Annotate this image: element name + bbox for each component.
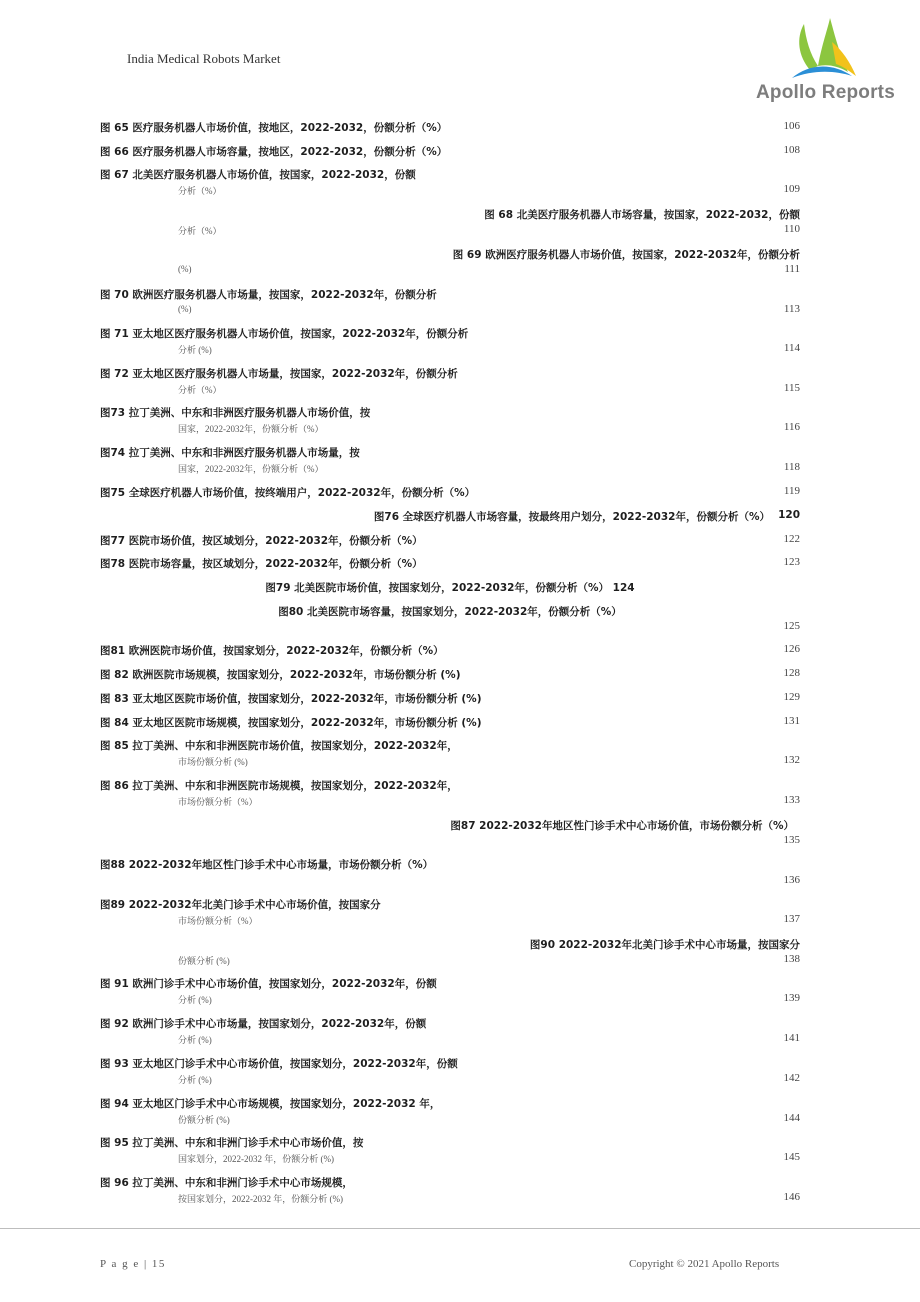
entry-page: 119 xyxy=(783,485,800,497)
entry-subtitle: 市场份额分析 (%) xyxy=(178,757,248,767)
entry-page: 133 xyxy=(783,794,800,806)
entry-page: 111 xyxy=(784,263,800,275)
entry-title: 图88 2022-2032年地区性门诊手术中心市场量，市场份额分析（%） xyxy=(100,859,434,871)
entry-title: 图75 全球医疗机器人市场价值，按终端用户，2022-2032年，份额分析（%） xyxy=(100,487,476,499)
entry-title: 图 92 欧洲门诊手术中心市场量，按国家划分，2022-2032年，份额 xyxy=(100,1018,427,1030)
entry-page: 139 xyxy=(783,992,800,1004)
entry-page: 106 xyxy=(783,120,800,132)
entry-title: 图 70 欧洲医疗服务机器人市场量，按国家，2022-2032年，份额分析 xyxy=(100,289,437,301)
entry-title: 图81 欧洲医院市场价值，按国家划分，2022-2032年，份额分析（%） xyxy=(100,645,444,657)
entry-title: 图76 全球医疗机器人市场容量，按最终用户划分，2022-2032年，份额分析（%） xyxy=(373,511,770,523)
entry-subtitle: 市场份额分析（%） xyxy=(178,916,258,926)
entry-subtitle: 国家，2022-2032年，份额分析（%） xyxy=(178,424,324,434)
entry-page: 113 xyxy=(783,303,800,315)
entry-page: 136 xyxy=(783,874,800,886)
entry-subtitle: 份额分析 (%) xyxy=(178,1115,230,1125)
entry-title: 图 67 北美医疗服务机器人市场价值，按国家，2022-2032，份额 xyxy=(100,169,416,181)
entry-page: 115 xyxy=(783,382,800,394)
entry-page: 110 xyxy=(783,223,800,235)
entry-title: 图 72 亚太地区医疗服务机器人市场量，按国家，2022-2032年，份额分析 xyxy=(100,368,458,380)
page-number: P a g e | 15 xyxy=(100,1258,166,1270)
entry-title: 图74 拉丁美洲、中东和非洲医疗服务机器人市场量，按 xyxy=(100,447,360,459)
entry-title: 图73 拉丁美洲、中东和非洲医疗服务机器人市场价值，按 xyxy=(100,407,371,419)
entry-subtitle: 国家划分，2022-2032 年，份额分析 (%) xyxy=(178,1154,334,1164)
entry-page: 146 xyxy=(783,1191,800,1203)
entry-page: 144 xyxy=(783,1112,800,1124)
entry-page: 137 xyxy=(783,913,800,925)
entry-page: 125 xyxy=(783,620,800,632)
entry-subtitle: 分析（%） xyxy=(178,226,222,236)
entry-page: 128 xyxy=(783,667,800,679)
entry-page: 114 xyxy=(783,342,800,354)
entry-subtitle: 分析 (%) xyxy=(178,345,212,355)
entry-page: 120 xyxy=(778,509,800,521)
entry-title: 图 66 医疗服务机器人市场容量，按地区，2022-2032，份额分析（%） xyxy=(100,146,448,158)
entry-page: 118 xyxy=(783,461,800,473)
entry-page: 138 xyxy=(783,953,800,965)
entry-page: 135 xyxy=(783,834,800,846)
entry-subtitle: (%) xyxy=(178,264,192,274)
entry-page: 109 xyxy=(783,183,800,195)
entry-title: 图 65 医疗服务机器人市场价值，按地区，2022-2032，份额分析（%） xyxy=(100,122,448,134)
entry-title: 图 96 拉丁美洲、中东和非洲门诊手术中心市场规模， xyxy=(100,1177,353,1189)
entry-subtitle: 分析（%） xyxy=(178,186,222,196)
copyright: Copyright © 2021 Apollo Reports xyxy=(629,1258,780,1270)
entry-subtitle: (%) xyxy=(178,304,192,314)
entry-title: 图 69 欧洲医疗服务机器人市场价值，按国家，2022-2032年，份额分析 xyxy=(452,249,800,261)
entry-subtitle: 分析 (%) xyxy=(178,1035,212,1045)
entry-page: 123 xyxy=(783,556,800,568)
document-header-title: India Medical Robots Market xyxy=(127,51,281,66)
entry-page: 129 xyxy=(783,691,800,703)
entry-title: 图 93 亚太地区门诊手术中心市场价值，按国家划分，2022-2032年，份额 xyxy=(100,1058,458,1070)
entry-page: 126 xyxy=(783,643,800,655)
entry-title: 图79 北美医院市场价值，按国家划分，2022-2032年，份额分析（%） 124 xyxy=(265,582,635,594)
entry-subtitle: 按国家划分，2022-2032 年，份额分析 (%) xyxy=(178,1194,343,1204)
entry-title: 图89 2022-2032年北美门诊手术中心市场价值，按国家分 xyxy=(100,899,381,911)
entry-title: 图 91 欧洲门诊手术中心市场价值，按国家划分，2022-2032年，份额 xyxy=(100,978,437,990)
entry-page: 131 xyxy=(783,715,800,727)
footer-divider xyxy=(0,1228,920,1229)
entry-subtitle: 国家，2022-2032年，份额分析（%） xyxy=(178,464,324,474)
entry-subtitle: 分析 (%) xyxy=(178,1075,212,1085)
entry-title: 图87 2022-2032年地区性门诊手术中心市场价值，市场份额分析（%） xyxy=(450,820,794,832)
entry-page: 108 xyxy=(783,144,800,156)
entry-page: 116 xyxy=(783,421,800,433)
entry-page: 132 xyxy=(783,754,800,766)
entry-title: 图 85 拉丁美洲、中东和非洲医院市场价值，按国家划分，2022-2032年， xyxy=(100,740,458,752)
entry-page: 122 xyxy=(783,533,800,545)
entry-title: 图77 医院市场价值，按区域划分，2022-2032年，份额分析（%） xyxy=(100,535,423,547)
entry-page: 142 xyxy=(783,1072,800,1084)
entry-title: 图 83 亚太地区医院市场价值，按国家划分，2022-2032年，市场份额分析 (%) xyxy=(100,693,482,705)
entry-title: 图 94 亚太地区门诊手术中心市场规模，按国家划分，2022-2032 年， xyxy=(100,1098,441,1110)
entry-title: 图 82 欧洲医院市场规模，按国家划分，2022-2032年，市场份额分析 (%) xyxy=(100,669,461,681)
entry-subtitle: 分析（%） xyxy=(178,385,222,395)
entry-title: 图 95 拉丁美洲、中东和非洲门诊手术中心市场价值，按 xyxy=(100,1137,364,1149)
entry-title: 图 84 亚太地区医院市场规模，按国家划分，2022-2032年，市场份额分析 (%) xyxy=(100,717,482,729)
entry-title: 图78 医院市场容量，按区域划分，2022-2032年，份额分析（%） xyxy=(100,558,423,570)
entry-page: 145 xyxy=(783,1151,800,1163)
logo-text: Apollo Reports xyxy=(756,82,895,103)
entry-title: 图 68 北美医疗服务机器人市场容量，按国家，2022-2032，份额 xyxy=(484,209,800,221)
entry-title: 图80 北美医院市场容量，按国家划分，2022-2032年，份额分析（%） xyxy=(278,606,622,618)
entry-title: 图 71 亚太地区医疗服务机器人市场价值，按国家，2022-2032年，份额分析 xyxy=(100,328,469,340)
entry-title: 图90 2022-2032年北美门诊手术中心市场量，按国家分 xyxy=(529,939,800,951)
entry-page: 141 xyxy=(783,1032,800,1044)
entry-subtitle: 市场份额分析（%） xyxy=(178,797,258,807)
entry-title: 图 86 拉丁美洲、中东和非洲医院市场规模，按国家划分，2022-2032年， xyxy=(100,780,458,792)
entry-subtitle: 份额分析 (%) xyxy=(178,956,230,966)
entry-subtitle: 分析 (%) xyxy=(178,995,212,1005)
